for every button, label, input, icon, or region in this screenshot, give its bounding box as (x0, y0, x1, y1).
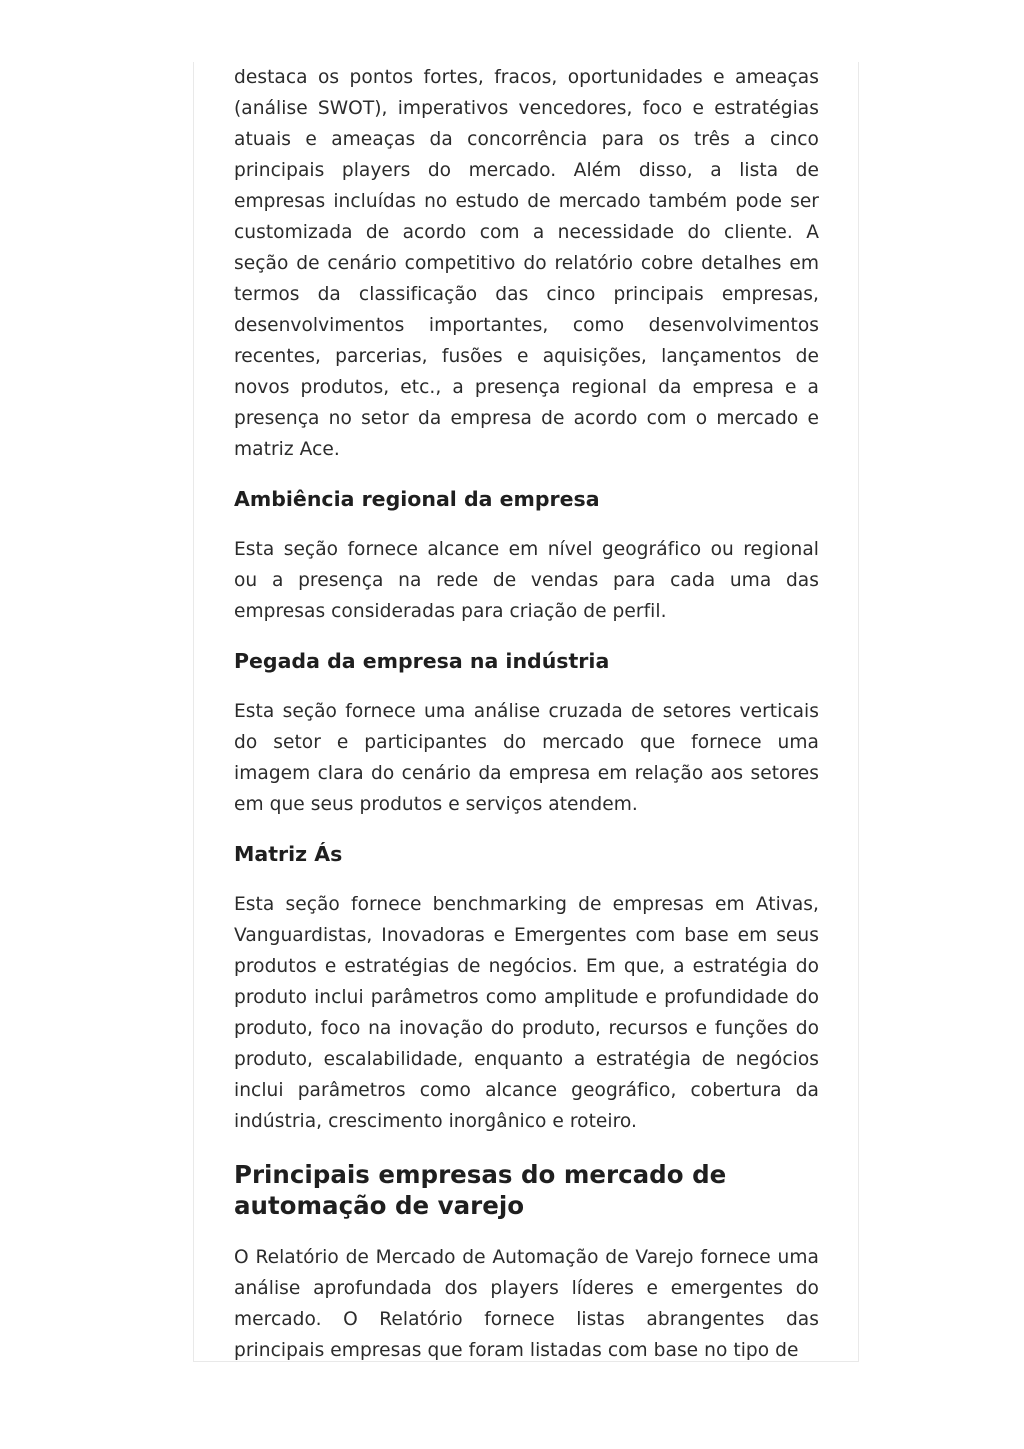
section-body-industry-footprint: Esta seção fornece uma análise cruzada de setores verticais do setor e participantes do mercado que fornece uma imagem clara do cenário da empresa em relação aos setores em que seus produtos e serviços atendem. (234, 701, 819, 815)
document-content (234, 62, 819, 1362)
section-body-ace-matrix: Esta seção fornece benchmarking de empresas em Ativas, Vanguardistas, Inovadoras e Emergentes com base em seus produtos e estratégias de negócios. Em que, a estratégia do produto inclui parâmetros como amplitude e profundidade do produto, foco na inovação do produto, recursos e funções do produto, escalabilidade, enquanto a estratégia de negócios inclui parâmetros como alcance geográfico, cobertura da indústria, crescimento inorgânico e roteiro. (234, 894, 819, 1132)
final-paragraph: O Relatório de Mercado de Automação de Varejo fornece uma análise aprofundada dos players líderes e emergentes do mercado. O Relatório fornece listas abrangentes das principais empresas que foram listadas com base no tipo de (234, 1247, 819, 1361)
document-page (193, 62, 859, 1362)
section-body-regional: Esta seção fornece alcance em nível geográfico ou regional ou a presença na rede de vendas para cada uma das empresas consideradas para criação de perfil. (234, 539, 819, 622)
section-heading-regional: Ambiência regional da empresa (234, 487, 600, 511)
main-heading: Principais empresas do mercado de automação de varejo (234, 1160, 727, 1220)
section-heading-ace-matrix: Matriz Ás (234, 842, 343, 866)
intro-paragraph: destaca os pontos fortes, fracos, oportunidades e ameaças (análise SWOT), imperativos vencedores, foco e estratégias atuais e ameaças da concorrência para os três a cinco principais players do mercado. Além disso, a lista de empresas incluídas no estudo de mercado também pode ser customizada de acordo com a necessidade do cliente. A seção de cenário competitivo do relatório cobre detalhes em termos da classificação das cinco principais empresas, desenvolvimentos importantes, como desenvolvimentos recentes, parcerias, fusões e aquisições, lançamentos de novos produtos, etc., a presença regional da empresa e a presença no setor da empresa de acordo com o mercado e matriz Ace. (234, 67, 819, 460)
section-heading-industry-footprint: Pegada da empresa na indústria (234, 649, 610, 673)
